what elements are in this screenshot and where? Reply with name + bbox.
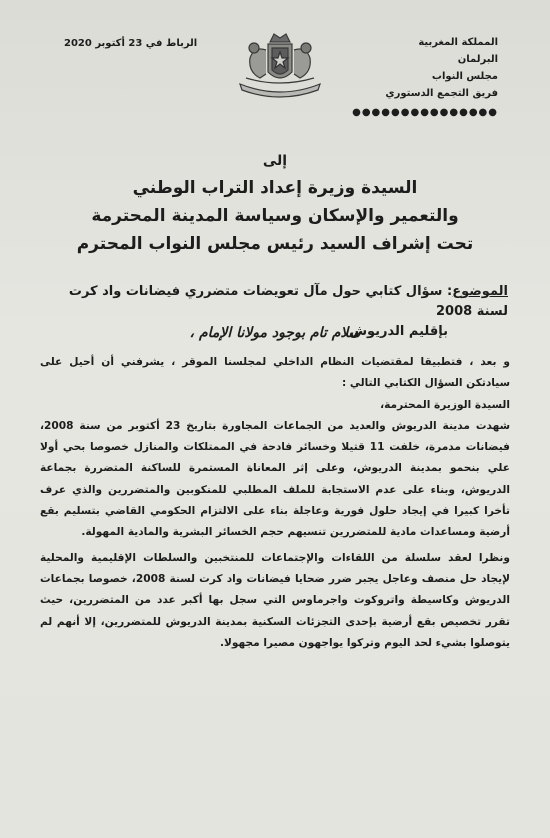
institution-line-kingdom: المملكة المغربية [418, 37, 498, 48]
recipient-line-ministry: والتعمير والإسكان وسياسة المدينة المحترمة [91, 206, 459, 226]
recipient-line-supervision: تحت إشراف السيد رئيس مجلس النواب المحترم [76, 234, 474, 254]
letter-body [40, 352, 510, 654]
body-intro: و بعد ، فتطبيقا لمقتضيات النظام الداخلي لمجلسنا الموقر ، يشرفني أن أحيل على سيادتكن السؤال الكتابي التالي : [40, 356, 510, 390]
subject-label: الموضوع [452, 284, 508, 299]
institution-header [352, 34, 498, 121]
body-paragraph-1: شهدت مدينة الدريوش والعديد من الجماعات المجاورة بتاريخ 23 أكتوبر من سنة 2008، فيضانات مدمرة، خلفت 11 قتيلا وخسائر فادحة في الممتلكات والمنازل خصوصا بحي أولا علي بنحمو بمدينة الدريوش، وعلى إثر المعاناة المستمرة للساكنة المتضررة بجماعة الدريوش، وبناء على عدم الاستجابة للملف المطلبي للمنكوبين والمتضررين والذي عرف تأخرا كبيرا في إيجاد حلول فورية وعاجلة بناء على الالتزام الحكومي القاضي بتسليم بقع أرضية ومساعدات مادية للمتضررين تنسيهم حجم الخسائر البشرية والمادية المهولة. [40, 419, 510, 539]
institution-line-house: مجلس النواب [431, 71, 498, 82]
recipient-block [40, 148, 510, 258]
recipient-to: إلى [262, 153, 288, 169]
institution-line-parliament: البرلمان [457, 54, 498, 65]
body-paragraph-2: ونظرا لعقد سلسلة من اللقاءات والإجتماعات للمنتخبين والسلطات الإقليمية والمحلية لإيجاد حل منصف وعاجل يجبر ضرر ضحايا فيضانات واد كرت لسنة 2008، خصوصا بجماعات الدريوش وكاسيطة واتروكوت واجرماوس التي سجل بها أكبر عدد من المتضررين، حيث تقرر تخصيص بقع أرضية بإحدى التجزئات السكنية بمدينة الدريوش للمتضررين، إلا أنهم لم يتوصلوا بشيء لحد اليوم وتركوا يواجهون مصيرا مجهولا. [40, 551, 510, 649]
subject-line-2: بإقليم الدريوش [349, 324, 448, 339]
subject-line-1: : سؤال كتابي حول مآل تعويضات متضرري فيضانات واد كرت لسنة 2008 [68, 284, 508, 319]
institution-line-group: فريق التجمع الدستوري [385, 88, 498, 99]
coat-of-arms-icon [232, 28, 328, 104]
body-salutation: السيدة الوزيرة المحترمة، [380, 398, 510, 411]
greeting: سلام تام بوجود مولانا الإمام ، [189, 325, 361, 341]
header-dot-separator: ●●●●●●●●●●●●●●● [352, 107, 498, 118]
date-line: الرباط في 23 أكتوبر 2020 [64, 38, 198, 49]
recipient-line-minister: السيدة وزيرة إعداد التراب الوطني [132, 178, 418, 198]
